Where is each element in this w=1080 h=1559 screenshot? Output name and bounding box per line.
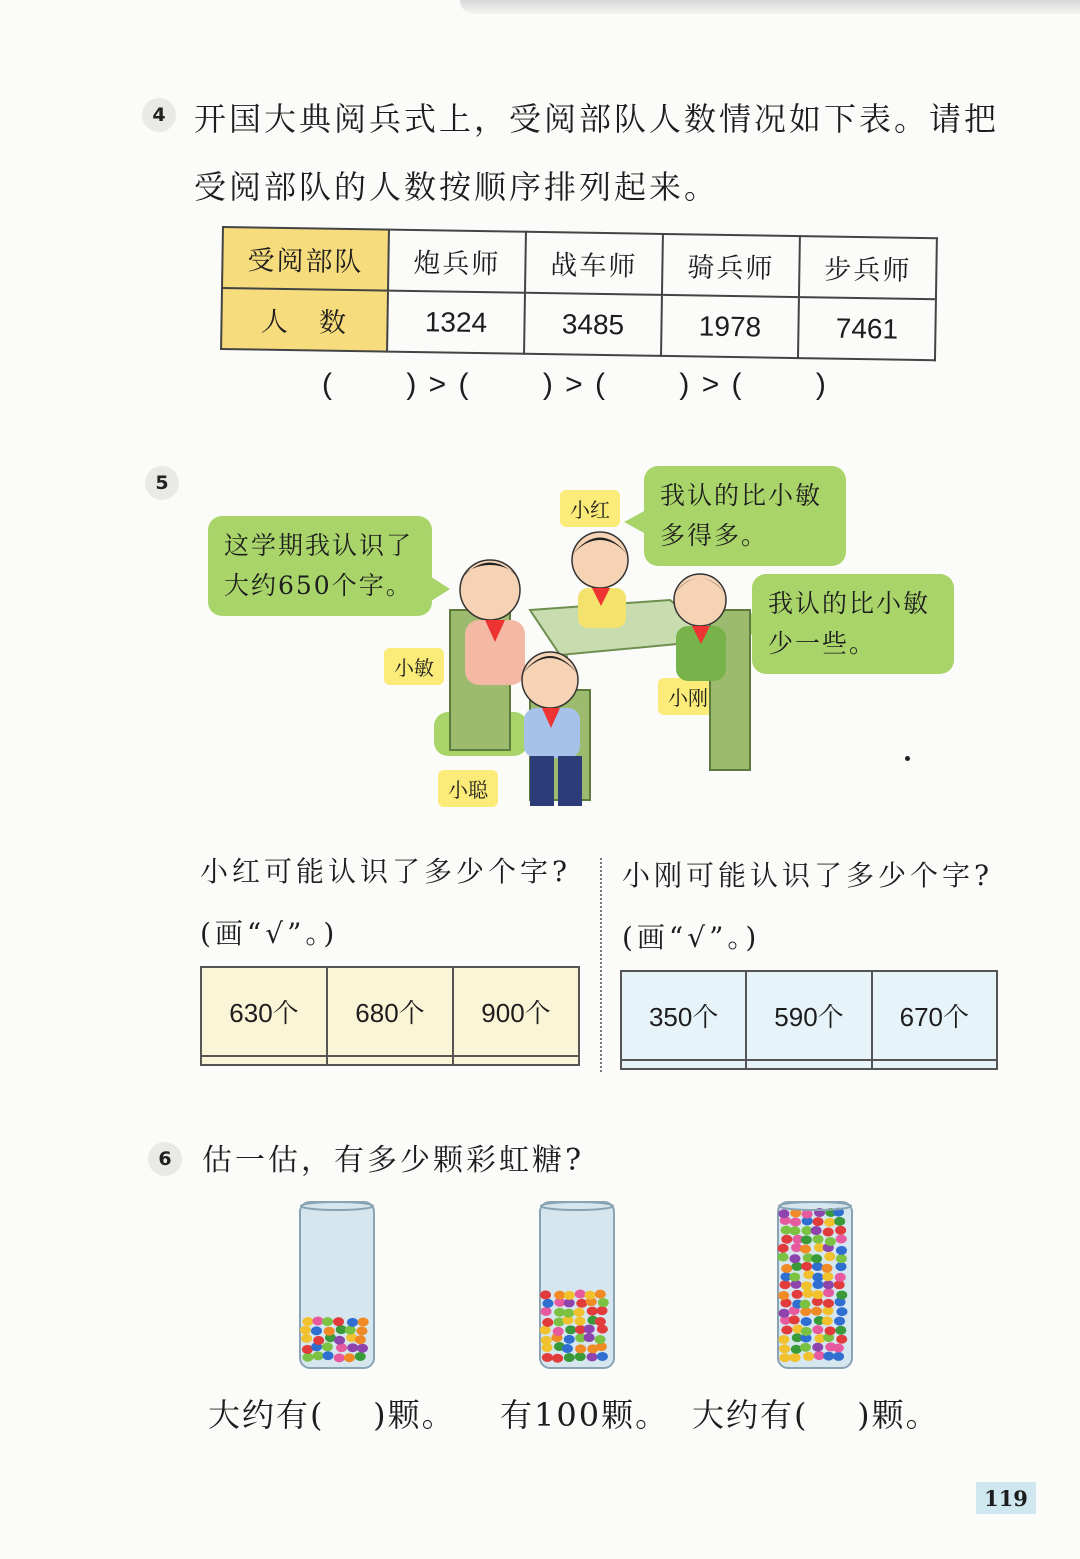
candy bbox=[778, 1244, 789, 1253]
candy bbox=[541, 1336, 552, 1345]
left-question: 小红可能认识了多少个字? bbox=[200, 855, 572, 888]
candy bbox=[301, 1334, 312, 1343]
candy bbox=[323, 1351, 334, 1360]
candy bbox=[564, 1335, 575, 1344]
unit-cell: 骑兵师 bbox=[662, 234, 800, 297]
candy bbox=[802, 1289, 813, 1298]
candy bbox=[789, 1226, 800, 1235]
left-instruction: (画“√”。) bbox=[200, 917, 339, 950]
candy bbox=[345, 1326, 356, 1335]
candy bbox=[778, 1209, 789, 1218]
q4-text-line2: 受阅部队的人数按顺序排列起来。 bbox=[194, 168, 720, 206]
candy bbox=[790, 1217, 801, 1226]
check-cell[interactable] bbox=[453, 1056, 579, 1065]
candy bbox=[587, 1352, 598, 1361]
count-cell: 7461 bbox=[798, 297, 936, 360]
candy bbox=[791, 1262, 802, 1271]
candy bbox=[824, 1252, 835, 1261]
candy bbox=[554, 1291, 565, 1300]
candy bbox=[824, 1218, 835, 1227]
candy bbox=[812, 1273, 823, 1282]
candy bbox=[356, 1326, 367, 1335]
candy bbox=[823, 1280, 834, 1289]
candy bbox=[812, 1325, 823, 1334]
candy bbox=[596, 1306, 607, 1315]
check-cell[interactable] bbox=[327, 1056, 453, 1065]
candy bbox=[833, 1343, 844, 1352]
right-question: 小刚可能认识了多少个字? bbox=[622, 859, 994, 892]
candy bbox=[540, 1290, 551, 1299]
child-head bbox=[674, 574, 726, 626]
table-row bbox=[621, 1060, 997, 1069]
candy bbox=[333, 1317, 344, 1326]
check-cell[interactable] bbox=[746, 1060, 871, 1069]
candy bbox=[800, 1343, 811, 1352]
table-row bbox=[201, 967, 579, 1056]
candy bbox=[812, 1262, 823, 1271]
candy bbox=[835, 1273, 846, 1282]
candy bbox=[789, 1272, 800, 1281]
candy bbox=[300, 1326, 311, 1335]
question-number-6: 6 bbox=[148, 1142, 182, 1176]
table-row bbox=[621, 971, 997, 1060]
speech-bubble-xiaomin: 这学期我认识了大约650个字。 bbox=[208, 516, 432, 616]
candy bbox=[778, 1252, 789, 1261]
name-tag-xiaomin: 小敏 bbox=[384, 648, 444, 685]
candy bbox=[791, 1345, 802, 1354]
candy bbox=[542, 1353, 553, 1362]
candy bbox=[542, 1318, 553, 1327]
candy bbox=[822, 1264, 833, 1273]
candy bbox=[313, 1336, 324, 1345]
row-header-count: 人 数 bbox=[221, 288, 388, 352]
candy bbox=[595, 1317, 606, 1326]
candy bbox=[584, 1333, 595, 1342]
candy bbox=[542, 1299, 553, 1308]
question-number-4: 4 bbox=[142, 98, 176, 132]
trousers bbox=[558, 756, 582, 806]
candy bbox=[835, 1326, 846, 1335]
candy bbox=[803, 1352, 814, 1361]
candy bbox=[575, 1290, 586, 1299]
name-tag-xiaohong: 小红 bbox=[560, 490, 620, 527]
option-cell: 900个 bbox=[453, 967, 579, 1056]
table-row bbox=[222, 227, 937, 299]
candy bbox=[575, 1344, 586, 1353]
candy bbox=[597, 1352, 608, 1361]
candy bbox=[801, 1262, 812, 1271]
jar-label-left: 大约有( )颗。 bbox=[208, 1396, 456, 1434]
candy bbox=[344, 1353, 355, 1362]
candy bbox=[813, 1217, 824, 1226]
candy bbox=[779, 1353, 790, 1362]
candy bbox=[595, 1335, 606, 1344]
unit-cell: 战车师 bbox=[525, 232, 663, 295]
candy bbox=[324, 1327, 335, 1336]
left-choice-table bbox=[200, 966, 580, 1066]
candy bbox=[541, 1307, 552, 1316]
candy bbox=[563, 1309, 574, 1318]
trousers bbox=[530, 756, 554, 806]
candy bbox=[789, 1254, 800, 1263]
candy bbox=[801, 1281, 812, 1290]
candy bbox=[823, 1299, 834, 1308]
candy bbox=[789, 1353, 800, 1362]
question-number-5: 5 bbox=[145, 466, 179, 500]
candy bbox=[836, 1335, 847, 1344]
candy bbox=[814, 1351, 825, 1360]
candy bbox=[823, 1288, 834, 1297]
candy bbox=[347, 1318, 358, 1327]
candy bbox=[800, 1300, 811, 1309]
candy bbox=[598, 1298, 609, 1307]
candy bbox=[540, 1326, 551, 1335]
candy bbox=[565, 1325, 576, 1334]
candy bbox=[781, 1264, 792, 1273]
candy bbox=[574, 1308, 585, 1317]
candy bbox=[823, 1352, 834, 1361]
option-cell: 350个 bbox=[621, 971, 746, 1060]
candy-jar-left bbox=[298, 1200, 376, 1370]
count-cell: 1324 bbox=[387, 291, 525, 354]
candy bbox=[812, 1343, 823, 1352]
page-top-shadow bbox=[460, 0, 1080, 14]
child-head bbox=[572, 532, 628, 588]
table-row bbox=[221, 288, 936, 360]
candy bbox=[801, 1235, 812, 1244]
candy bbox=[334, 1336, 345, 1345]
candy bbox=[792, 1290, 803, 1299]
candy bbox=[789, 1315, 800, 1324]
candy bbox=[822, 1272, 833, 1281]
candy bbox=[811, 1226, 822, 1235]
candy bbox=[836, 1234, 847, 1243]
candy bbox=[834, 1217, 845, 1226]
candy bbox=[302, 1317, 313, 1326]
troops-table bbox=[220, 226, 938, 361]
unit-cell: 炮兵师 bbox=[388, 230, 526, 293]
candy bbox=[584, 1291, 595, 1300]
table-row bbox=[201, 1056, 579, 1065]
page-number: 119 bbox=[976, 1482, 1036, 1514]
q6-text: 估一估，有多少颗彩虹糖? bbox=[202, 1143, 585, 1178]
candy bbox=[576, 1299, 587, 1308]
candy bbox=[562, 1344, 573, 1353]
candy bbox=[781, 1325, 792, 1334]
candy bbox=[553, 1327, 564, 1336]
count-cell: 1978 bbox=[661, 295, 799, 358]
check-cell[interactable] bbox=[872, 1060, 997, 1069]
candy bbox=[836, 1307, 847, 1316]
candy bbox=[564, 1291, 575, 1300]
candy bbox=[801, 1327, 812, 1336]
candy bbox=[836, 1246, 847, 1255]
candy bbox=[355, 1335, 366, 1344]
candy bbox=[836, 1290, 847, 1299]
candy bbox=[355, 1352, 366, 1361]
candy bbox=[302, 1353, 313, 1362]
right-instruction: (画“√”。) bbox=[622, 921, 761, 954]
candy bbox=[781, 1235, 792, 1244]
jar-label-middle: 有100颗。 bbox=[500, 1396, 670, 1434]
candy bbox=[564, 1353, 575, 1362]
candy bbox=[778, 1335, 789, 1344]
candy bbox=[834, 1317, 845, 1326]
option-cell: 630个 bbox=[201, 967, 327, 1056]
candy bbox=[575, 1352, 586, 1361]
candy bbox=[584, 1324, 595, 1333]
candy bbox=[823, 1228, 834, 1237]
candy bbox=[357, 1344, 368, 1353]
name-tag-xiaogang: 小刚 bbox=[658, 678, 718, 715]
dotted-divider bbox=[600, 858, 602, 1072]
option-cell: 680个 bbox=[327, 967, 453, 1056]
name-tag-xiaocong: 小聪 bbox=[438, 770, 498, 807]
candy bbox=[778, 1309, 789, 1318]
candy bbox=[835, 1226, 846, 1235]
q4-text-line1: 开国大典阅兵式上，受阅部队人数情况如下表。请把 bbox=[194, 100, 1000, 138]
jar-label-right: 大约有( )颗。 bbox=[692, 1396, 940, 1434]
speech-bubble-xiaogang: 我认的比小敏少一些。 bbox=[752, 574, 954, 674]
candy bbox=[322, 1317, 333, 1326]
check-cell[interactable] bbox=[621, 1060, 746, 1069]
speech-bubble-xiaohong: 我认的比小敏多得多。 bbox=[644, 466, 846, 566]
candy bbox=[778, 1291, 789, 1300]
candy bbox=[587, 1307, 598, 1316]
candy bbox=[779, 1344, 790, 1353]
candy bbox=[811, 1254, 822, 1263]
candy bbox=[812, 1290, 823, 1299]
stray-dot bbox=[905, 756, 910, 761]
candy bbox=[780, 1298, 791, 1307]
candy bbox=[833, 1352, 844, 1361]
candy bbox=[313, 1351, 324, 1360]
candy bbox=[595, 1290, 606, 1299]
candy bbox=[574, 1317, 585, 1326]
candy bbox=[780, 1280, 791, 1289]
option-cell: 590个 bbox=[746, 971, 871, 1060]
unit-cell: 步兵师 bbox=[799, 236, 937, 299]
option-cell: 670个 bbox=[872, 971, 997, 1060]
candy bbox=[813, 1235, 824, 1244]
child-head bbox=[460, 560, 520, 620]
order-answer-blanks[interactable]: ( ) > ( ) > ( ) > ( ) bbox=[322, 368, 828, 401]
candy bbox=[597, 1325, 608, 1334]
candy-jar-middle bbox=[538, 1200, 616, 1370]
candy bbox=[552, 1354, 563, 1363]
candy bbox=[835, 1262, 846, 1271]
candy bbox=[822, 1316, 833, 1325]
check-cell[interactable] bbox=[201, 1056, 327, 1065]
candy bbox=[334, 1353, 345, 1362]
candy bbox=[825, 1326, 836, 1335]
child-head bbox=[522, 652, 578, 708]
candy bbox=[825, 1237, 836, 1246]
count-cell: 3485 bbox=[524, 293, 662, 356]
candy bbox=[312, 1316, 323, 1325]
candy bbox=[322, 1342, 333, 1351]
children-at-table-illustration bbox=[420, 520, 760, 820]
candy bbox=[811, 1307, 822, 1316]
right-choice-table bbox=[620, 970, 998, 1070]
candy bbox=[800, 1244, 811, 1253]
candy bbox=[801, 1317, 812, 1326]
candy bbox=[336, 1343, 347, 1352]
candy bbox=[836, 1254, 847, 1263]
candy bbox=[311, 1326, 322, 1335]
row-header-units: 受阅部队 bbox=[222, 227, 389, 291]
candy-jar-right bbox=[776, 1200, 854, 1370]
candy bbox=[347, 1343, 358, 1352]
candy bbox=[358, 1317, 369, 1326]
